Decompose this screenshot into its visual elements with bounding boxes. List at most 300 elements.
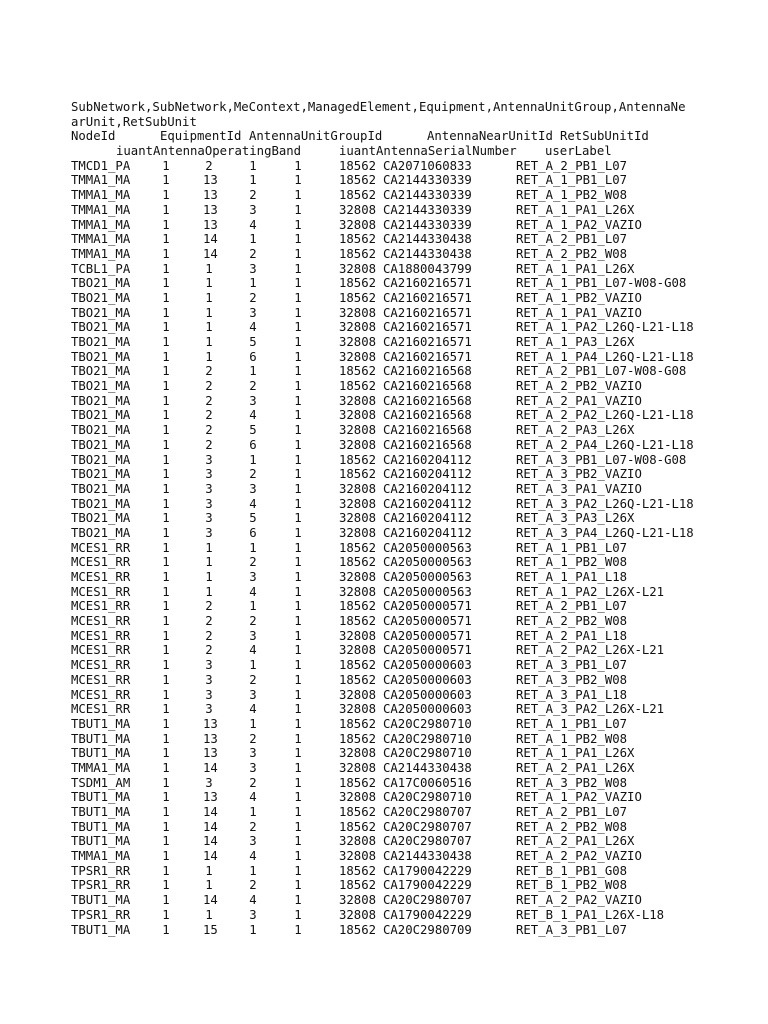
node-id-cell: TBO21_MA	[71, 496, 131, 511]
antenna-near-unit-id-cell: 1	[249, 173, 257, 188]
col-header-antenna-unit-group-id: AntennaUnitGroupId	[249, 129, 383, 144]
serial-number-cell: CA2160204112	[383, 496, 472, 511]
antenna-unit-group-id-cell: 3	[205, 658, 213, 673]
antenna-near-unit-id-cell: 2	[249, 731, 257, 746]
antenna-unit-group-id-cell: 14	[203, 805, 218, 819]
equipment-id-cell: 1	[162, 379, 170, 394]
table-row	[71, 438, 761, 453]
equipment-id-cell: 1	[162, 687, 170, 702]
serial-number-cell: CA2160216568	[383, 393, 472, 408]
node-id-cell: TBO21_MA	[71, 379, 131, 394]
serial-number-cell: CA20C2980710	[383, 790, 472, 805]
operating-band-cell: 32808	[339, 570, 377, 584]
node-id-cell: TCBL1_PA	[71, 261, 131, 276]
user-label-cell: RET_A_3_PB2_VAZIO	[516, 467, 642, 482]
user-label-cell: RET_A_3_PA2_L26Q-L21-L18	[516, 496, 694, 511]
antenna-unit-group-id-cell: 2	[205, 423, 213, 438]
serial-number-cell: CA1790042229	[383, 878, 472, 893]
operating-band-cell: 32808	[339, 423, 377, 438]
ret-sub-unit-id-cell: 1	[294, 481, 302, 496]
serial-number-cell: CA1790042229	[383, 863, 472, 878]
table-row	[71, 247, 761, 262]
antenna-unit-group-id-cell: 2	[205, 158, 213, 173]
column-header-row-2	[71, 144, 761, 159]
operating-band-cell: 32808	[339, 746, 377, 761]
serial-number-cell: CA2050000563	[383, 540, 472, 555]
ret-sub-unit-id-cell: 1	[294, 628, 302, 643]
operating-band-cell: 18562	[339, 290, 377, 305]
serial-number-cell: CA2160204112	[383, 481, 472, 496]
table-row	[71, 834, 761, 849]
table-row	[71, 585, 761, 600]
serial-number-cell: CA1880043799	[383, 261, 472, 276]
serial-number-cell: CA2144330438	[383, 760, 472, 775]
equipment-id-cell: 1	[162, 496, 170, 511]
equipment-id-cell: 1	[162, 188, 170, 203]
table-row	[71, 350, 761, 365]
antenna-unit-group-id-cell: 3	[205, 496, 213, 511]
equipment-id-cell: 1	[162, 746, 170, 761]
antenna-unit-group-id-cell: 2	[205, 364, 213, 379]
user-label-cell: RET_A_3_PA1_VAZIO	[516, 481, 642, 496]
node-id-cell: TMMA1_MA	[71, 849, 131, 864]
node-id-cell: TMMA1_MA	[71, 173, 131, 188]
user-label-cell: RET_A_1_PB2_W08	[516, 731, 628, 746]
serial-number-cell: CA20C2980707	[383, 805, 472, 819]
serial-number-cell: CA2050000563	[383, 555, 472, 570]
table-row	[71, 849, 761, 864]
table-row	[71, 658, 761, 673]
antenna-unit-group-id-cell: 2	[205, 437, 213, 452]
serial-number-cell: CA2160216568	[383, 379, 472, 394]
ret-sub-unit-id-cell: 1	[294, 746, 302, 761]
ret-sub-unit-id-cell: 1	[294, 922, 302, 937]
antenna-unit-group-id-cell: 1	[205, 570, 213, 584]
serial-number-cell: CA2050000571	[383, 643, 472, 658]
table-row	[71, 688, 761, 703]
equipment-id-cell: 1	[162, 158, 170, 173]
ret-sub-unit-id-cell: 1	[294, 849, 302, 864]
antenna-near-unit-id-cell: 4	[249, 217, 257, 232]
antenna-unit-group-id-cell: 2	[205, 614, 213, 629]
user-label-cell: RET_A_2_PA2_L26X-L21	[516, 643, 665, 658]
node-id-cell: MCES1_RR	[71, 584, 131, 599]
antenna-unit-group-id-cell: 13	[203, 731, 218, 746]
equipment-id-cell: 1	[162, 849, 170, 864]
equipment-id-cell: 1	[162, 805, 170, 819]
table-row	[71, 702, 761, 717]
table-row	[71, 262, 761, 277]
equipment-id-cell: 1	[162, 834, 170, 849]
antenna-unit-group-id-cell: 3	[205, 672, 213, 687]
antenna-unit-group-id-cell: 15	[203, 922, 218, 937]
user-label-cell: RET_A_3_PB1_L07-W08-G08	[516, 452, 687, 467]
operating-band-cell: 18562	[339, 819, 377, 834]
user-label-cell: RET_A_1_PB1_L07-W08-G08	[516, 276, 687, 291]
antenna-near-unit-id-cell: 3	[249, 760, 257, 775]
table-row	[71, 805, 761, 820]
ret-sub-unit-id-cell: 1	[294, 437, 302, 452]
table-row	[71, 497, 761, 512]
serial-number-cell: CA20C2980707	[383, 834, 472, 849]
operating-band-cell: 32808	[339, 760, 377, 775]
node-id-cell: TBUT1_MA	[71, 922, 131, 937]
ret-sub-unit-id-cell: 1	[294, 452, 302, 467]
operating-band-cell: 32808	[339, 305, 377, 320]
antenna-near-unit-id-cell: 1	[249, 232, 257, 247]
antenna-near-unit-id-cell: 3	[249, 834, 257, 849]
user-label-cell: RET_B_1_PA1_L26X-L18	[516, 907, 665, 922]
equipment-id-cell: 1	[162, 731, 170, 746]
operating-band-cell: 32808	[339, 849, 377, 864]
node-id-cell: MCES1_RR	[71, 687, 131, 702]
antenna-unit-group-id-cell: 2	[205, 599, 213, 614]
user-label-cell: RET_A_1_PB2_W08	[516, 555, 628, 570]
operating-band-cell: 18562	[339, 188, 377, 203]
user-label-cell: RET_A_3_PB2_W08	[516, 775, 628, 790]
user-label-cell: RET_A_2_PB1_L07	[516, 805, 628, 819]
node-id-cell: TBUT1_MA	[71, 834, 131, 849]
ret-sub-unit-id-cell: 1	[294, 584, 302, 599]
user-label-cell: RET_A_3_PB1_L07	[516, 658, 628, 673]
table-row	[71, 173, 761, 188]
operating-band-cell: 18562	[339, 158, 377, 173]
node-id-cell: TBO21_MA	[71, 305, 131, 320]
table-row	[71, 232, 761, 247]
antenna-near-unit-id-cell: 1	[249, 599, 257, 614]
operating-band-cell: 18562	[339, 232, 377, 247]
antenna-near-unit-id-cell: 2	[249, 555, 257, 570]
table-row	[71, 364, 761, 379]
table-row	[71, 746, 761, 761]
operating-band-cell: 18562	[339, 716, 377, 731]
node-id-cell: MCES1_RR	[71, 658, 131, 673]
ret-sub-unit-id-cell: 1	[294, 290, 302, 305]
equipment-id-cell: 1	[162, 570, 170, 584]
equipment-id-cell: 1	[162, 863, 170, 878]
ret-sub-unit-id-cell: 1	[294, 232, 302, 247]
ret-sub-unit-id-cell: 1	[294, 173, 302, 188]
table-row	[71, 218, 761, 233]
user-label-cell: RET_A_2_PA1_VAZIO	[516, 393, 642, 408]
path-header-line-1: SubNetwork,SubNetwork,MeContext,ManagedElement,Equipment,AntennaUnitGroup,AntennaNe	[71, 100, 686, 114]
user-label-cell: RET_A_3_PA3_L26X	[516, 511, 635, 526]
serial-number-cell: CA2144330438	[383, 849, 472, 864]
ret-sub-unit-id-cell: 1	[294, 834, 302, 849]
table-row	[71, 306, 761, 321]
operating-band-cell: 32808	[339, 496, 377, 511]
equipment-id-cell: 1	[162, 555, 170, 570]
operating-band-cell: 32808	[339, 907, 377, 922]
operating-band-cell: 18562	[339, 731, 377, 746]
ret-sub-unit-id-cell: 1	[294, 423, 302, 438]
table-row	[71, 394, 761, 409]
table-row	[71, 555, 761, 570]
ret-sub-unit-id-cell: 1	[294, 731, 302, 746]
serial-number-cell: CA2144330339	[383, 173, 472, 188]
operating-band-cell: 32808	[339, 893, 377, 908]
operating-band-cell: 32808	[339, 437, 377, 452]
table-row	[71, 453, 761, 468]
user-label-cell: RET_B_1_PB1_G08	[516, 863, 628, 878]
antenna-unit-group-id-cell: 1	[205, 349, 213, 364]
node-id-cell: TBO21_MA	[71, 349, 131, 364]
ret-sub-unit-id-cell: 1	[294, 893, 302, 908]
serial-number-cell: CA2050000571	[383, 614, 472, 629]
table-row	[71, 570, 761, 585]
table-row	[71, 335, 761, 350]
serial-number-cell: CA2050000603	[383, 672, 472, 687]
serial-number-cell: CA2050000571	[383, 628, 472, 643]
antenna-unit-group-id-cell: 2	[205, 643, 213, 658]
equipment-id-cell: 1	[162, 246, 170, 261]
serial-number-cell: CA20C2980709	[383, 922, 472, 937]
data-rows	[71, 159, 761, 937]
operating-band-cell: 32808	[339, 628, 377, 643]
antenna-unit-group-id-cell: 2	[205, 393, 213, 408]
antenna-unit-group-id-cell: 13	[203, 188, 218, 203]
ret-sub-unit-id-cell: 1	[294, 775, 302, 790]
operating-band-cell: 18562	[339, 555, 377, 570]
equipment-id-cell: 1	[162, 907, 170, 922]
antenna-near-unit-id-cell: 2	[249, 775, 257, 790]
antenna-near-unit-id-cell: 1	[249, 158, 257, 173]
serial-number-cell: CA2160216568	[383, 423, 472, 438]
antenna-near-unit-id-cell: 3	[249, 481, 257, 496]
equipment-id-cell: 1	[162, 349, 170, 364]
ret-sub-unit-id-cell: 1	[294, 467, 302, 482]
antenna-near-unit-id-cell: 4	[249, 496, 257, 511]
operating-band-cell: 32808	[339, 481, 377, 496]
serial-number-cell: CA2160216571	[383, 305, 472, 320]
ret-sub-unit-id-cell: 1	[294, 760, 302, 775]
user-label-cell: RET_A_2_PA1_L26X	[516, 760, 635, 775]
serial-number-cell: CA2050000563	[383, 570, 472, 584]
antenna-unit-group-id-cell: 14	[203, 232, 218, 247]
antenna-unit-group-id-cell: 13	[203, 746, 218, 761]
table-row	[71, 629, 761, 644]
operating-band-cell: 18562	[339, 452, 377, 467]
user-label-cell: RET_A_1_PA2_L26Q-L21-L18	[516, 320, 694, 335]
equipment-id-cell: 1	[162, 614, 170, 629]
ret-sub-unit-id-cell: 1	[294, 511, 302, 526]
operating-band-cell: 18562	[339, 540, 377, 555]
serial-number-cell: CA2071060833	[383, 158, 472, 173]
antenna-near-unit-id-cell: 5	[249, 423, 257, 438]
equipment-id-cell: 1	[162, 202, 170, 217]
serial-number-cell: CA2144330339	[383, 217, 472, 232]
ret-sub-unit-id-cell: 1	[294, 158, 302, 173]
table-row	[71, 923, 761, 938]
equipment-id-cell: 1	[162, 878, 170, 893]
antenna-near-unit-id-cell: 1	[249, 658, 257, 673]
table-row	[71, 526, 761, 541]
operating-band-cell: 18562	[339, 364, 377, 379]
node-id-cell: TPSR1_RR	[71, 907, 131, 922]
equipment-id-cell: 1	[162, 672, 170, 687]
ret-sub-unit-id-cell: 1	[294, 364, 302, 379]
node-id-cell: TMMA1_MA	[71, 202, 131, 217]
equipment-id-cell: 1	[162, 702, 170, 717]
user-label-cell: RET_A_1_PB1_L07	[516, 173, 628, 188]
table-row	[71, 820, 761, 835]
user-label-cell: RET_A_2_PA1_L26X	[516, 834, 635, 849]
table-row	[71, 482, 761, 497]
antenna-near-unit-id-cell: 6	[249, 349, 257, 364]
node-id-cell: TBUT1_MA	[71, 746, 131, 761]
node-id-cell: TBUT1_MA	[71, 819, 131, 834]
table-row	[71, 599, 761, 614]
antenna-unit-group-id-cell: 1	[205, 540, 213, 555]
table-row	[71, 159, 761, 174]
antenna-near-unit-id-cell: 2	[249, 188, 257, 203]
antenna-near-unit-id-cell: 2	[249, 379, 257, 394]
antenna-near-unit-id-cell: 2	[249, 467, 257, 482]
antenna-near-unit-id-cell: 3	[249, 393, 257, 408]
node-id-cell: MCES1_RR	[71, 643, 131, 658]
user-label-cell: RET_A_3_PA2_L26X-L21	[516, 702, 665, 717]
ret-sub-unit-id-cell: 1	[294, 790, 302, 805]
table-row	[71, 732, 761, 747]
user-label-cell: RET_A_2_PA1_L18	[516, 628, 628, 643]
node-id-cell: TBUT1_MA	[71, 893, 131, 908]
serial-number-cell: CA2050000603	[383, 702, 472, 717]
user-label-cell: RET_A_2_PB2_W08	[516, 246, 628, 261]
node-id-cell: TBUT1_MA	[71, 805, 131, 819]
antenna-near-unit-id-cell: 1	[249, 922, 257, 937]
node-id-cell: TPSR1_RR	[71, 878, 131, 893]
table-row	[71, 467, 761, 482]
antenna-near-unit-id-cell: 4	[249, 849, 257, 864]
ret-sub-unit-id-cell: 1	[294, 555, 302, 570]
antenna-unit-group-id-cell: 1	[205, 907, 213, 922]
ret-sub-unit-id-cell: 1	[294, 349, 302, 364]
node-id-cell: TBO21_MA	[71, 423, 131, 438]
operating-band-cell: 18562	[339, 672, 377, 687]
serial-number-cell: CA20C2980707	[383, 893, 472, 908]
equipment-id-cell: 1	[162, 760, 170, 775]
equipment-id-cell: 1	[162, 335, 170, 349]
antenna-unit-group-id-cell: 1	[205, 335, 213, 349]
node-id-cell: TMMA1_MA	[71, 217, 131, 232]
table-row	[71, 717, 761, 732]
user-label-cell: RET_A_1_PA1_L18	[516, 570, 628, 584]
antenna-unit-group-id-cell: 14	[203, 819, 218, 834]
equipment-id-cell: 1	[162, 276, 170, 291]
serial-number-cell: CA2144330339	[383, 202, 472, 217]
ret-sub-unit-id-cell: 1	[294, 217, 302, 232]
operating-band-cell: 32808	[339, 584, 377, 599]
ret-sub-unit-id-cell: 1	[294, 305, 302, 320]
col-header-operating-band: iuantAntennaOperatingBand	[116, 144, 302, 159]
antenna-near-unit-id-cell: 2	[249, 614, 257, 629]
antenna-near-unit-id-cell: 1	[249, 452, 257, 467]
node-id-cell: TBO21_MA	[71, 452, 131, 467]
operating-band-cell: 32808	[339, 320, 377, 335]
antenna-unit-group-id-cell: 14	[203, 246, 218, 261]
serial-number-cell: CA2050000571	[383, 599, 472, 614]
table-row	[71, 203, 761, 218]
user-label-cell: RET_A_1_PA3_L26X	[516, 335, 635, 349]
antenna-unit-group-id-cell: 1	[205, 261, 213, 276]
operating-band-cell: 32808	[339, 202, 377, 217]
equipment-id-cell: 1	[162, 819, 170, 834]
table-row	[71, 188, 761, 203]
serial-number-cell: CA20C2980707	[383, 819, 472, 834]
equipment-id-cell: 1	[162, 423, 170, 438]
node-id-cell: TBO21_MA	[71, 437, 131, 452]
user-label-cell: RET_A_2_PB1_L07-W08-G08	[516, 364, 687, 379]
user-label-cell: RET_A_2_PB1_L07	[516, 158, 628, 173]
user-label-cell: RET_A_2_PA2_L26Q-L21-L18	[516, 408, 694, 423]
table-row	[71, 893, 761, 908]
col-header-ret-sub-unit-id: RetSubUnitId	[560, 129, 649, 144]
operating-band-cell: 32808	[339, 643, 377, 658]
operating-band-cell: 18562	[339, 658, 377, 673]
ret-sub-unit-id-cell: 1	[294, 907, 302, 922]
operating-band-cell: 32808	[339, 349, 377, 364]
operating-band-cell: 18562	[339, 467, 377, 482]
node-id-cell: MCES1_RR	[71, 555, 131, 570]
node-id-cell: TMMA1_MA	[71, 760, 131, 775]
operating-band-cell: 18562	[339, 922, 377, 937]
antenna-near-unit-id-cell: 3	[249, 570, 257, 584]
antenna-unit-group-id-cell: 14	[203, 849, 218, 864]
antenna-near-unit-id-cell: 6	[249, 525, 257, 540]
antenna-near-unit-id-cell: 2	[249, 672, 257, 687]
equipment-id-cell: 1	[162, 290, 170, 305]
node-id-cell: MCES1_RR	[71, 540, 131, 555]
antenna-near-unit-id-cell: 2	[249, 878, 257, 893]
ret-sub-unit-id-cell: 1	[294, 379, 302, 394]
node-id-cell: TBO21_MA	[71, 481, 131, 496]
table-row	[71, 643, 761, 658]
operating-band-cell: 18562	[339, 863, 377, 878]
equipment-id-cell: 1	[162, 525, 170, 540]
node-id-cell: TBUT1_MA	[71, 790, 131, 805]
antenna-near-unit-id-cell: 2	[249, 290, 257, 305]
table-row	[71, 790, 761, 805]
serial-number-cell: CA20C2980710	[383, 731, 472, 746]
operating-band-cell: 32808	[339, 217, 377, 232]
equipment-id-cell: 1	[162, 261, 170, 276]
operating-band-cell: 18562	[339, 878, 377, 893]
user-label-cell: RET_B_1_PB2_W08	[516, 878, 628, 893]
operating-band-cell: 18562	[339, 599, 377, 614]
node-id-cell: TMMA1_MA	[71, 188, 131, 203]
antenna-unit-group-id-cell: 13	[203, 173, 218, 188]
operating-band-cell: 18562	[339, 805, 377, 819]
antenna-unit-group-id-cell: 13	[203, 716, 218, 731]
antenna-unit-group-id-cell: 1	[205, 276, 213, 291]
ret-sub-unit-id-cell: 1	[294, 819, 302, 834]
antenna-unit-group-id-cell: 1	[205, 320, 213, 335]
operating-band-cell: 18562	[339, 246, 377, 261]
user-label-cell: RET_A_3_PB2_W08	[516, 672, 628, 687]
user-label-cell: RET_A_2_PA2_VAZIO	[516, 849, 642, 864]
table-row	[71, 864, 761, 879]
node-id-cell: MCES1_RR	[71, 614, 131, 629]
antenna-unit-group-id-cell: 13	[203, 217, 218, 232]
equipment-id-cell: 1	[162, 408, 170, 423]
table-row	[71, 291, 761, 306]
antenna-unit-group-id-cell: 3	[205, 481, 213, 496]
serial-number-cell: CA2160216571	[383, 349, 472, 364]
serial-number-cell: CA20C2980710	[383, 746, 472, 761]
user-label-cell: RET_A_1_PB2_W08	[516, 188, 628, 203]
node-id-cell: TBO21_MA	[71, 364, 131, 379]
node-id-cell: TBO21_MA	[71, 467, 131, 482]
